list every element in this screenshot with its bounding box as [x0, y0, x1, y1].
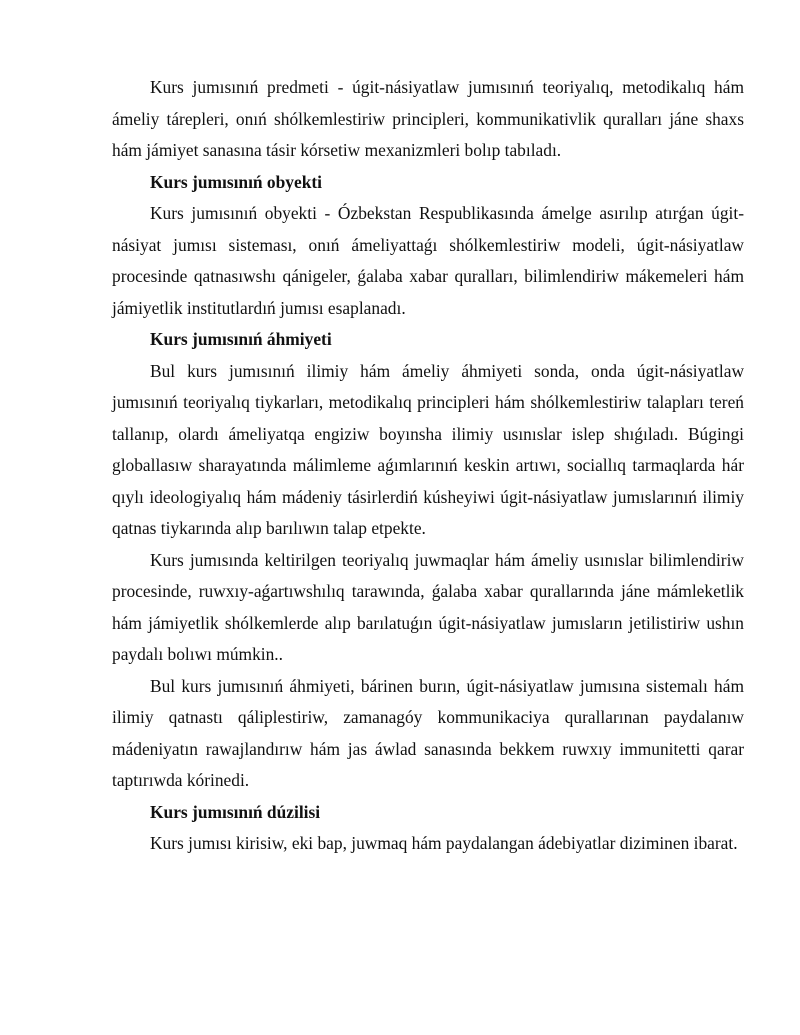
- heading-structure: Kurs jumısınıń dúzilisi: [150, 801, 321, 822]
- paragraph-structure: Kurs jumısı kirisiw, eki bap, juwmaq hám paydalangan ádebiyatlar diziminen ibarat.: [150, 833, 738, 853]
- paragraph-importance-3: Bul kurs jumısınıń áhmiyeti, bárinen burın, úgit-násiyatlaw jumısına sistemalı hám ilimiy qatnastı qáliplestiriw, zamanagóy kommunikaciya qurallarınan paydalanıw mádeniyatın rawajlandırıw hám jas áwlad sanasında bekkem ruwxıy immunitetti qarar taptırıwda kórinedi.: [112, 675, 744, 790]
- paragraph-importance-1: Bul kurs jumısınıń ilimiy hám ámeliy áhmiyeti sonda, onda úgit-násiyatlaw jumısınıń teoriyalıq tiykarları, metodikalıq principleri hám shólkemlestiriw talapları tereń tallanıp, olardı ámeliyatqa engiziw boyınsha ilimiy usınıslar islep shıǵıladı. Búgingi globallasıw sharayatında málimleme aǵımlarınıń keskin artıwı, sociallıq tarmaqlarda hár qıylı ideologiyalıq hám mádeniy tásirlerdiń kúsheyiwi úgit-násiyatlaw jumıslarınıń ilimiy qatnas tiykarında alıp barılıwın talap etpekte.: [112, 360, 744, 538]
- paragraph-subject: Kurs jumısınıń predmeti - úgit-násiyatlaw jumısınıń teoriyalıq, metodikalıq hám ámeliy tárepleri, onıń shólkemlestiriw principleri, kommunikativlik quralları jáne shaxs hám jámiyet sanasına tásir kórsetiw mexanizmleri bolıp tabıladı.: [112, 77, 744, 160]
- heading-importance: Kurs jumısınıń áhmiyeti: [150, 329, 332, 349]
- paragraph-object: Kurs jumısınıń obyekti - Ózbekstan Respublikasında ámelge asırılıp atırǵan úgit-násiyat jumısı sisteması, onıń ámeliyattaǵı shólkemlestiriw modeli, úgit-násiyatlaw procesinde qatnasıwshı qánigeler, ǵalaba xabar quralları, bilimlendiriw mákemeleri hám jámiyetlik institutlardıń jumısı esaplanadı.: [112, 203, 744, 318]
- document-page: [112, 72, 744, 860]
- heading-object: Kurs jumısınıń obyekti: [150, 171, 323, 192]
- paragraph-importance-2: Kurs jumısında keltirilgen teoriyalıq juwmaqlar hám ámeliy usınıslar bilimlendiriw procesinde, ruwxıy-aǵartıwshılıq tarawında, ǵalaba xabar qurallarında jáne mámleketlik hám jámiyetlik shólkemlerde alıp barılatuǵın úgit-násiyatlaw jumısların jetilistiriw ushın paydalı bolıwı múmkin..: [112, 549, 744, 664]
